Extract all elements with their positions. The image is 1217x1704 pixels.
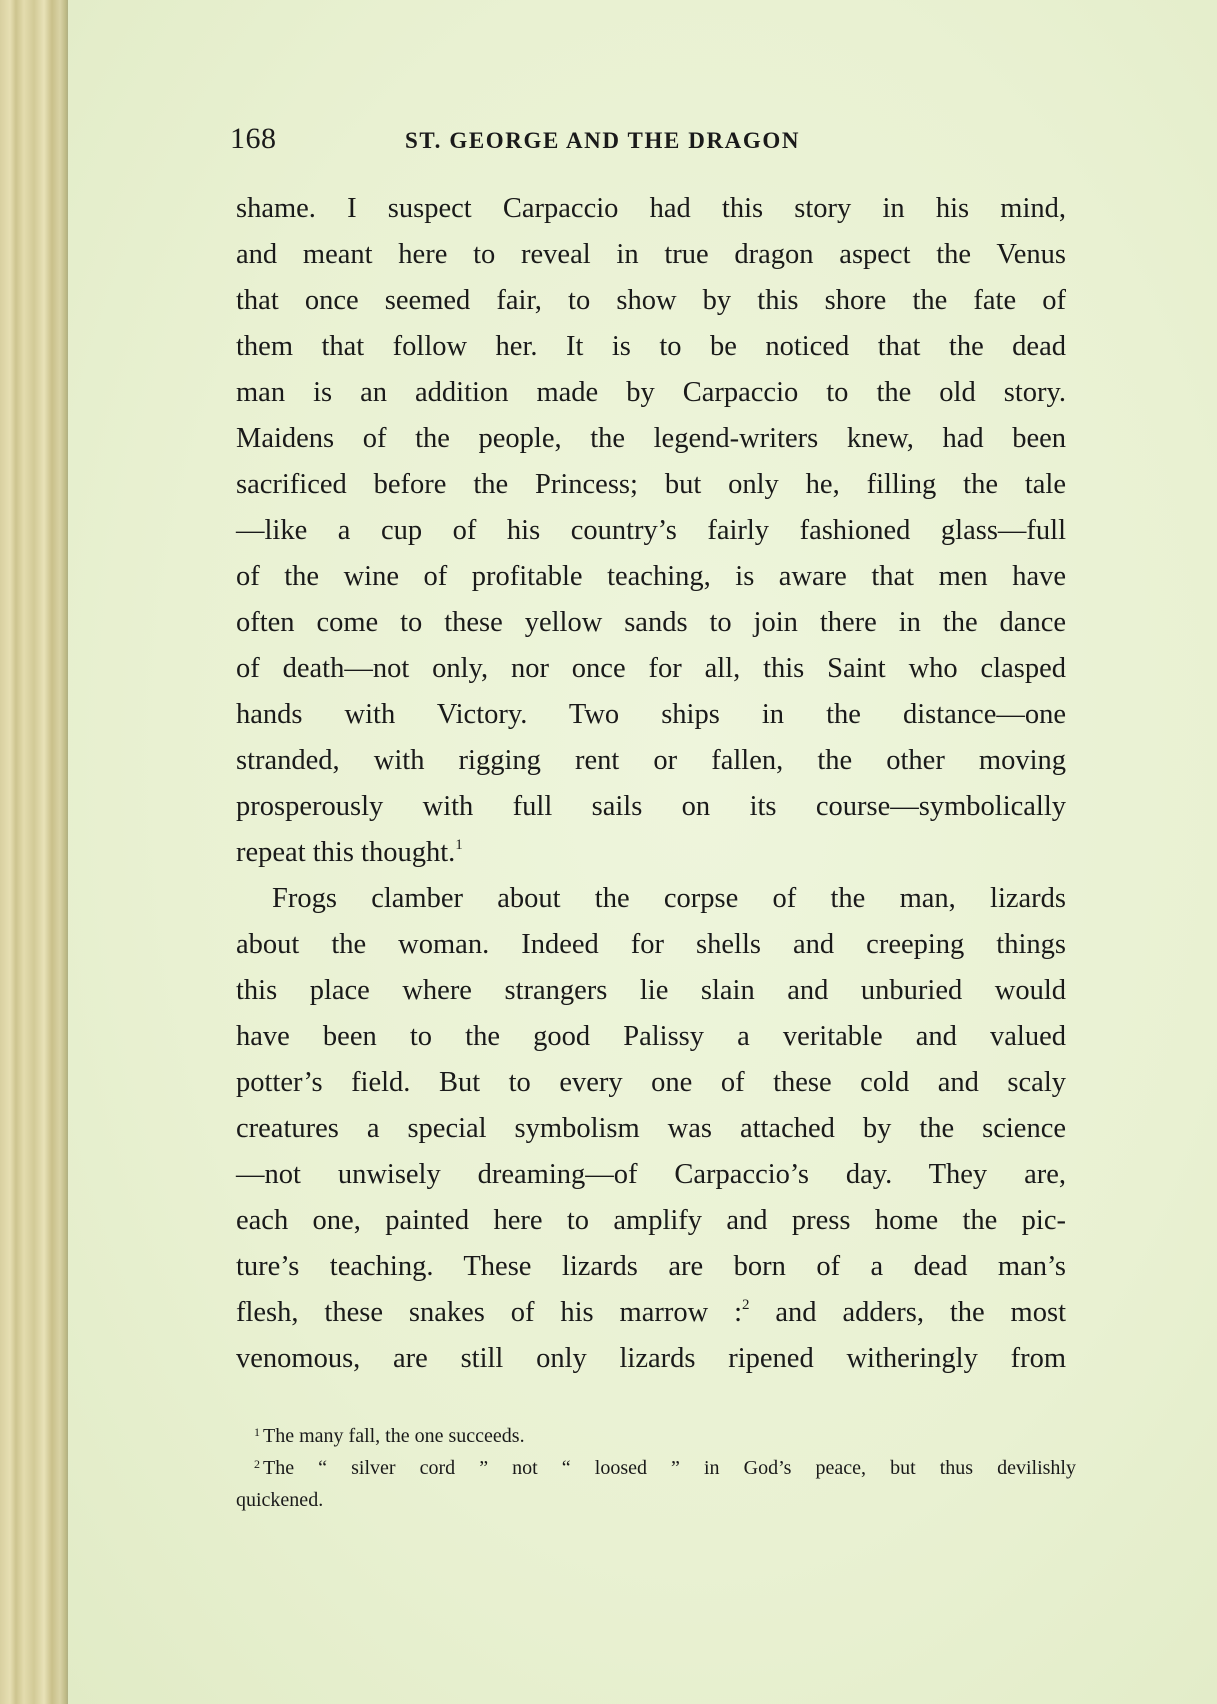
text-line: prosperously with full sails on its course—symbolically [236,791,1066,822]
text-line: sacrificed before the Princess; but only he, filling the tale [236,469,1066,500]
running-head [230,122,930,166]
text-line: hands with Victory. Two ships in the distance—one [236,699,1066,730]
footnote-text: The many fall, the one succeeds. [263,1425,525,1447]
text-line: Maidens of the people, the legend-writers knew, had been [236,423,1066,454]
text-line-content: and adders, the most [749,1297,1066,1328]
footnote-reference[interactable]: 2 [742,1297,750,1313]
page-number: 168 [230,122,277,155]
text-line: venomous, are still only lizards ripened witheringly from [236,1343,1066,1374]
text-line: them that follow her. It is to be noticed that the dead [236,331,1066,362]
text-line: have been to the good Palissy a veritable and valued [236,1021,1066,1052]
text-line: man is an addition made by Carpaccio to the old story. [236,377,1066,408]
text-line: ture’s teaching. These lizards are born of a dead man’s [236,1251,1066,1282]
text-line: this place where strangers lie slain and unburied would [236,975,1066,1006]
text-line: —not unwisely dreaming—of Carpaccio’s day. They are, [236,1159,1066,1190]
text-line: often come to these yellow sands to join there in the dance [236,607,1066,638]
footnotes [236,1420,1076,1516]
running-title: ST. GEORGE AND THE DRAGON [405,128,801,153]
footnote-continuation: quickened. [236,1489,324,1511]
body-text [236,186,1066,1382]
text-line: that once seemed fair, to show by this shore the fate of [236,285,1066,316]
text-line: —like a cup of his country’s fairly fashioned glass—full [236,515,1066,546]
footnote-number: 2 [254,1457,260,1471]
text-line-content: flesh, these snakes of his marrow : [236,1297,742,1328]
text-line [236,1290,1066,1336]
text-line: of death—not only, nor once for all, this Saint who clasped [236,653,1066,684]
text-line: stranded, with rigging rent or fallen, the other moving [236,745,1066,776]
footnote-number: 1 [254,1425,260,1439]
text-line: creatures a special symbolism was attached by the science [236,1113,1066,1144]
text-line: each one, painted here to amplify and press home the pic- [236,1205,1066,1236]
text-line: of the wine of profitable teaching, is aware that men have [236,561,1066,592]
text-line: Frogs clamber about the corpse of the man, lizards [272,883,1066,914]
text-line-content: repeat this thought. [236,837,456,868]
text-line [236,830,1066,876]
text-line: about the woman. Indeed for shells and creeping things [236,929,1066,960]
text-line: potter’s field. But to every one of these cold and scaly [236,1067,1066,1098]
book-spine-edge [0,0,68,1704]
footnote-text: The “ silver cord ” not “ loosed ” in God’s peace, but thus devilishly [263,1457,1076,1479]
text-line: shame. I suspect Carpaccio had this story in his mind, [236,193,1066,224]
footnote [236,1452,1076,1484]
footnote [236,1420,1076,1452]
text-line: and meant here to reveal in true dragon aspect the Venus [236,239,1066,270]
footnote-reference[interactable]: 1 [455,837,463,853]
